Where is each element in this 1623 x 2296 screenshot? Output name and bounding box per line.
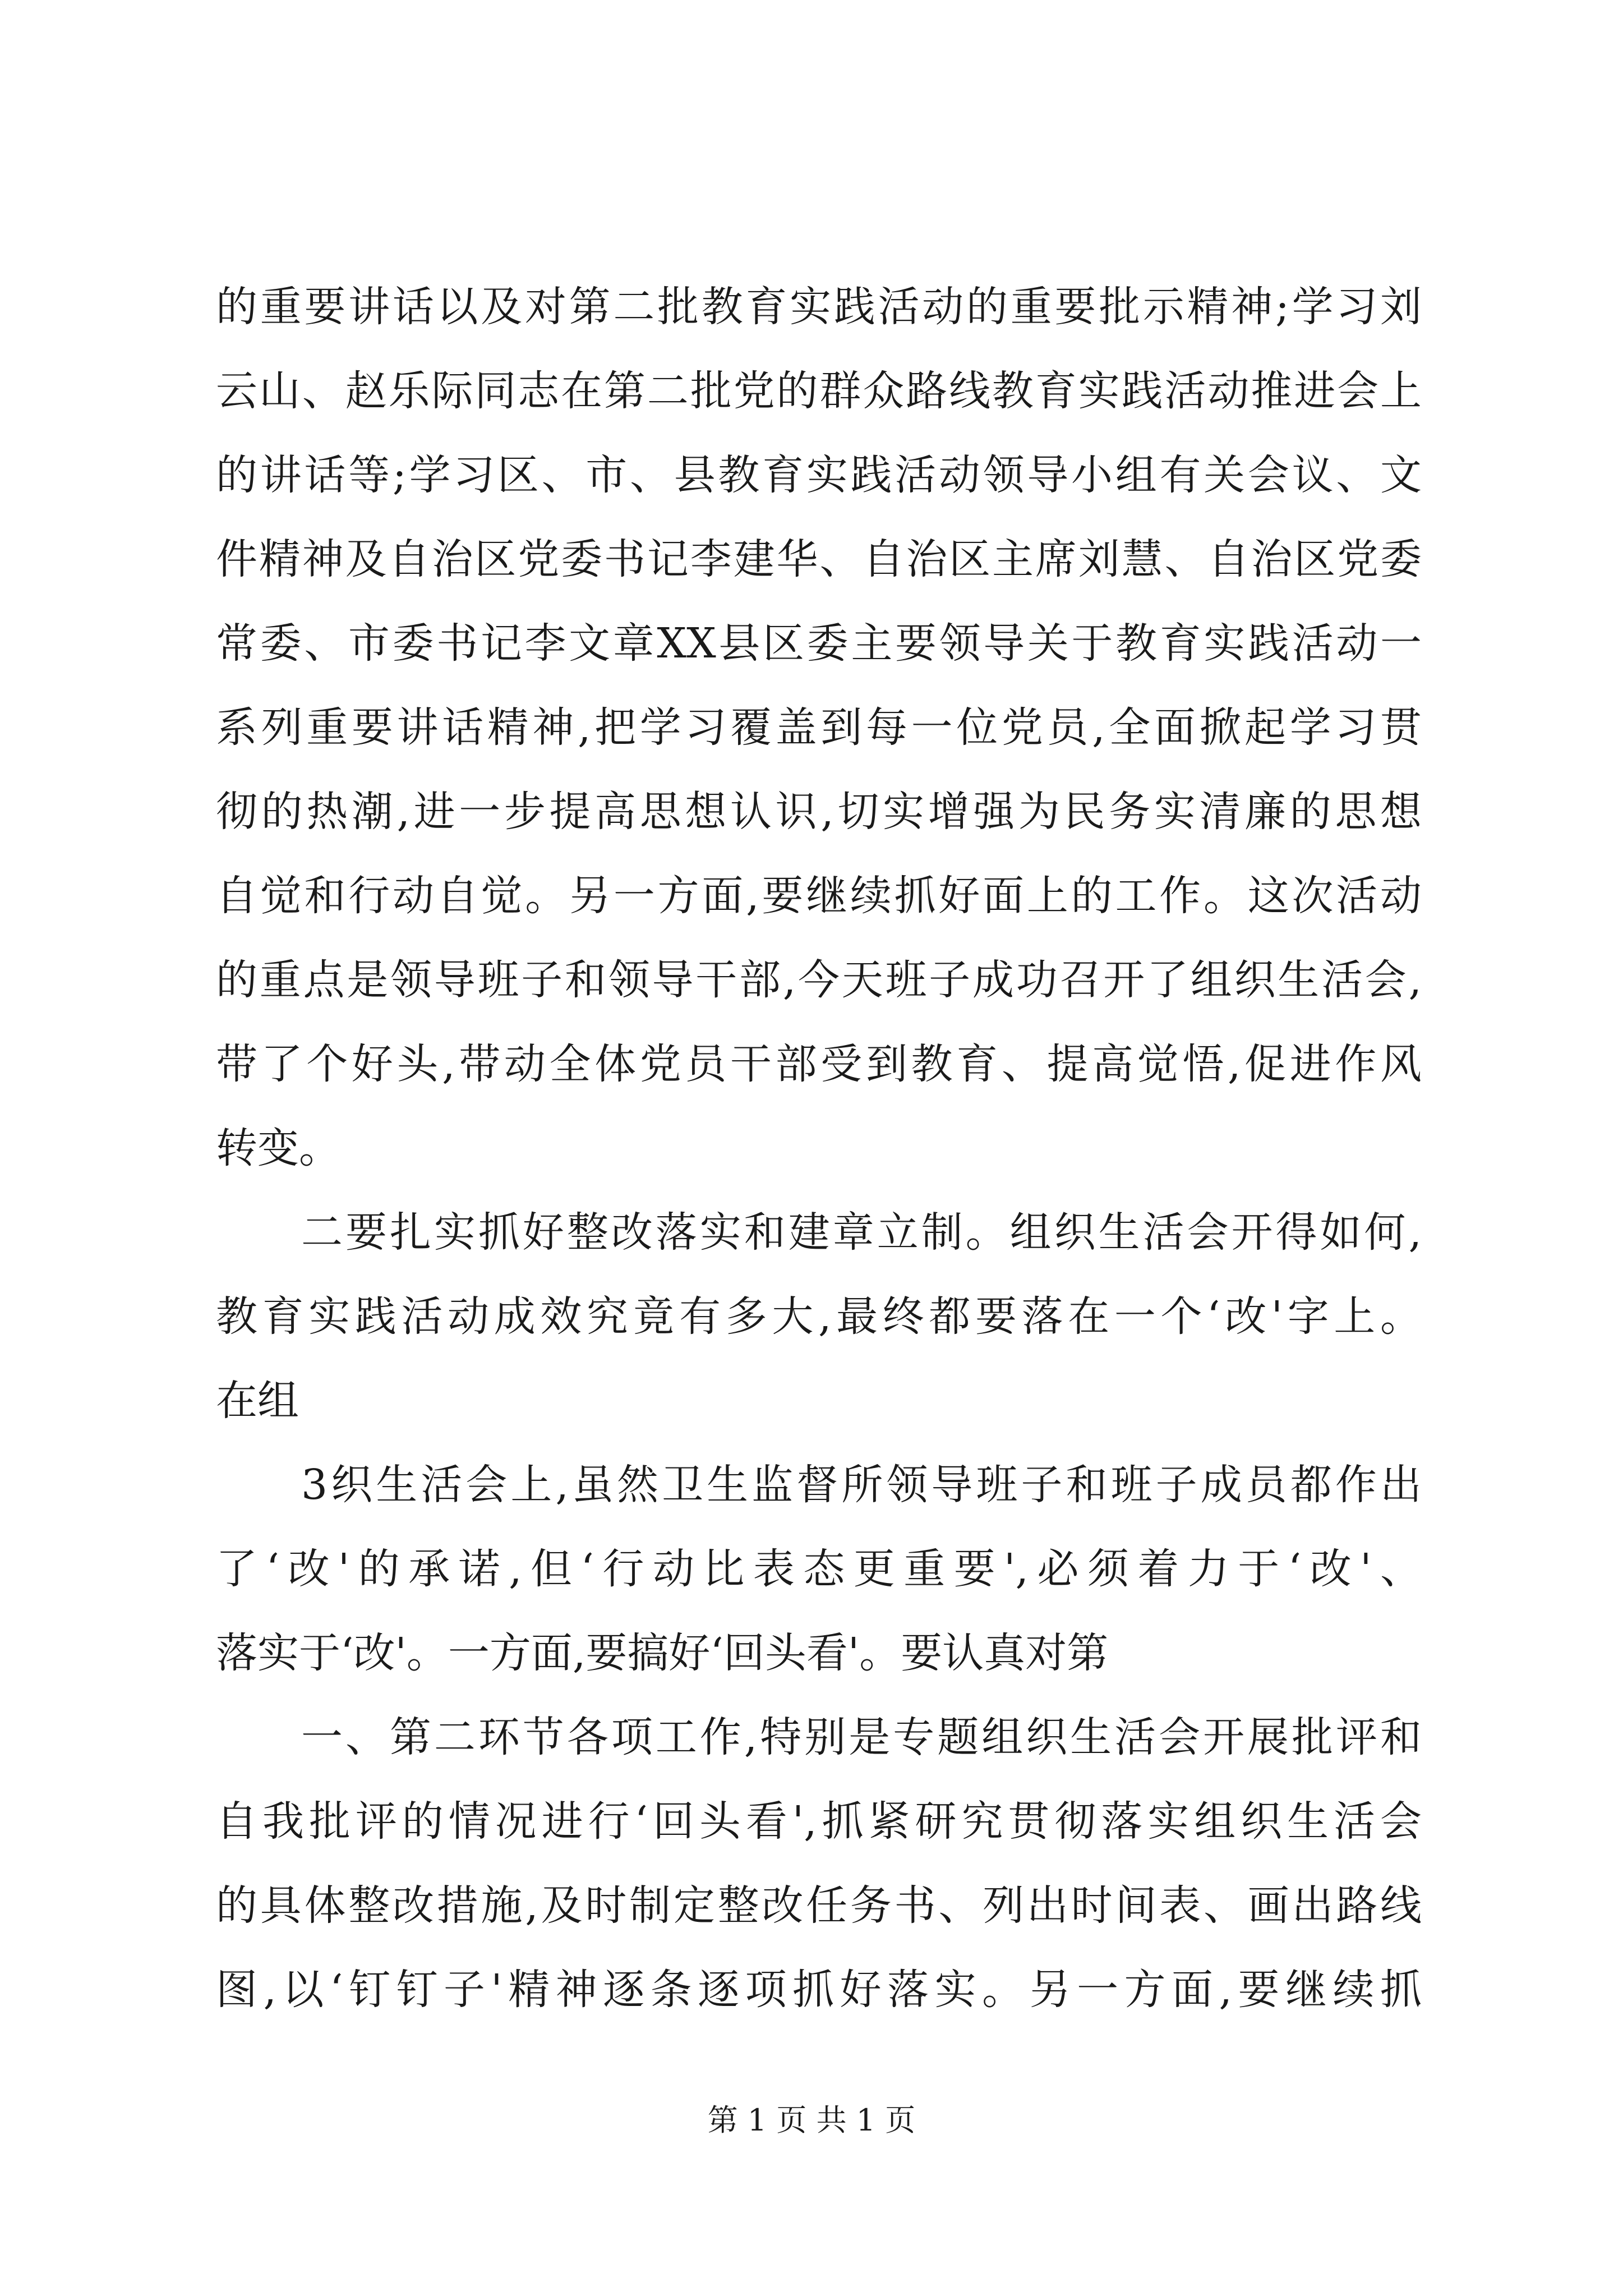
page-number-label: 第 1 页 共 1 页 xyxy=(707,2102,916,2138)
text-line: 图,以‘钉钉子'精神逐条逐项抓好落实。另一方面,要继续抓 xyxy=(216,1966,1422,2014)
text-line: 常委、市委书记李文章XX县区委主要领导关于教育实践活动一 xyxy=(216,619,1422,668)
text-line: 系列重要讲话精神,把学习覆盖到每一位党员,全面掀起学习贯 xyxy=(216,703,1422,752)
text-line: 在组 xyxy=(216,1377,299,1425)
paragraph-first-line: 3织生活会上,虽然卫生监督所领导班子和班子成员都作出 xyxy=(301,1461,1422,1509)
text-line: 件精神及自治区党委书记李建华、自治区主席刘慧、自治区党委 xyxy=(216,535,1422,583)
text-line: 彻的热潮,进一步提高思想认识,切实增强为民务实清廉的思想 xyxy=(216,788,1422,836)
text-line: 自我批评的情况进行‘回头看',抓紧研究贯彻落实组织生活会 xyxy=(216,1797,1422,1846)
page-footer xyxy=(0,2098,1623,2143)
text-line: 落实于‘改'。一方面,要搞好‘回头看'。要认真对第 xyxy=(216,1629,1109,1677)
text-line: 自觉和行动自觉。另一方面,要继续抓好面上的工作。这次活动 xyxy=(216,872,1422,920)
paragraph-first-line: 一、第二环节各项工作,特别是专题组织生活会开展批评和 xyxy=(301,1713,1422,1761)
document-body xyxy=(216,265,1422,2032)
text-line: 的重要讲话以及对第二批教育实践活动的重要批示精神;学习刘 xyxy=(216,283,1422,331)
text-line: 的重点是领导班子和领导干部,今天班子成功召开了组织生活会, xyxy=(216,956,1422,1004)
text-line: 教育实践活动成效究竟有多大,最终都要落在一个‘改'字上。 xyxy=(216,1292,1422,1341)
text-line: 了‘改'的承诺,但‘行动比表态更重要',必须着力于‘改'、 xyxy=(216,1545,1422,1593)
text-line: 的讲话等;学习区、市、县教育实践活动领导小组有关会议、文 xyxy=(216,451,1422,499)
text-line: 转变。 xyxy=(216,1124,340,1172)
text-line: 的具体整改措施,及时制定整改任务书、列出时间表、画出路线 xyxy=(216,1881,1422,1930)
text-line: 云山、赵乐际同志在第二批党的群众路线教育实践活动推进会上 xyxy=(216,367,1422,415)
text-line: 带了个好头,带动全体党员干部受到教育、提高觉悟,促进作风 xyxy=(216,1040,1422,1088)
paragraph-first-line: 二要扎实抓好整改落实和建章立制。组织生活会开得如何, xyxy=(301,1208,1422,1257)
